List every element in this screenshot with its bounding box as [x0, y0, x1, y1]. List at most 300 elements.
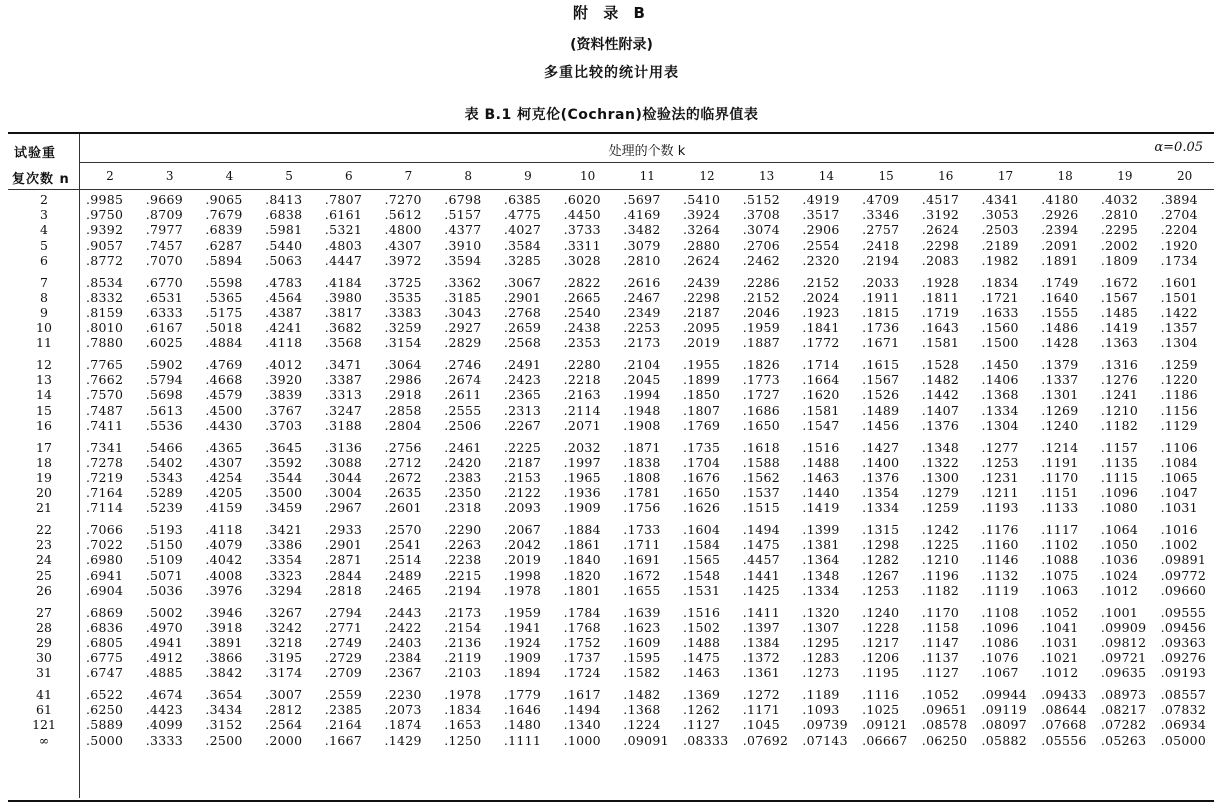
- table-cell: .1117: [1041, 522, 1079, 537]
- table-cell: .09193: [1160, 665, 1207, 681]
- table-cell: .1784: [563, 604, 601, 620]
- table-cell: .2194: [444, 582, 482, 598]
- table-cell: .1894: [503, 665, 542, 681]
- table-cell: .1231: [981, 469, 1019, 485]
- table-cell: .7487: [86, 402, 124, 418]
- table-cell: .2313: [503, 402, 542, 418]
- table-cell: .1671: [862, 335, 900, 351]
- table-cell: .1655: [623, 582, 661, 598]
- table-cell: .1031: [1160, 500, 1198, 516]
- table-cell: .3910: [444, 237, 482, 253]
- table-cell: .4450: [563, 207, 601, 223]
- table-cell: .1241: [1100, 387, 1139, 403]
- table-cell: .1211: [981, 485, 1019, 501]
- k-header-cell: 8: [464, 169, 472, 183]
- table-cell: .6775: [86, 650, 124, 666]
- table-cell: .1282: [862, 552, 900, 568]
- table-cell: .1871: [623, 439, 661, 455]
- table-cell: .7341: [86, 439, 124, 455]
- table-cell: .1807: [683, 402, 721, 418]
- table-cell: .2794: [324, 604, 363, 620]
- table-cell: .1601: [1160, 274, 1198, 290]
- table-cell: .7807: [324, 192, 363, 207]
- table-cell: .09456: [1160, 619, 1207, 635]
- table-cell: .3333: [145, 732, 183, 748]
- table-cell: .05263: [1100, 732, 1147, 748]
- table-cell: .4500: [205, 402, 243, 418]
- table-cell: .3386: [265, 537, 303, 553]
- table-cell: .5981: [265, 222, 303, 238]
- table-cell: .4241: [265, 320, 303, 336]
- table-cell: .2263: [444, 537, 482, 553]
- k-header-cell: 19: [1117, 169, 1133, 183]
- table-cell: .1191: [1041, 454, 1079, 470]
- k-header-cell: 16: [938, 169, 954, 183]
- table-cell: .2024: [802, 289, 840, 305]
- table-cell: .3535: [384, 289, 422, 305]
- table-cell: .5894: [205, 252, 243, 268]
- table-cell: .1411: [742, 604, 780, 620]
- row-n-label: 30: [36, 650, 52, 666]
- table-cell: .5365: [205, 289, 243, 305]
- table-cell: .1189: [802, 687, 840, 702]
- table-cell: .6522: [86, 687, 124, 702]
- table-cell: .7880: [86, 335, 124, 351]
- table-cell: .3891: [205, 634, 243, 650]
- table-cell: .2136: [444, 634, 482, 650]
- table-cell: .5071: [145, 567, 183, 583]
- table-cell: .2045: [623, 372, 661, 388]
- table-cell: .3043: [444, 304, 482, 320]
- row-n-label: 28: [36, 619, 52, 635]
- table-cell: .4564: [265, 289, 303, 305]
- table-cell: .4423: [145, 702, 183, 718]
- table-cell: .2033: [862, 274, 900, 290]
- table-cell: .3920: [265, 372, 303, 388]
- table-cell: .1475: [742, 537, 780, 553]
- table-cell: .2286: [742, 274, 780, 290]
- table-cell: .8413: [265, 192, 303, 207]
- table-cell: .1721: [981, 289, 1019, 305]
- row-n-label: 20: [36, 485, 52, 501]
- table-cell: .4159: [205, 500, 243, 516]
- table-cell: .2540: [563, 304, 601, 320]
- k-header-cell: 11: [639, 169, 655, 183]
- table-cell: .2461: [444, 439, 482, 455]
- table-cell: .5175: [205, 304, 243, 320]
- table-cell: .09121: [862, 717, 908, 733]
- table-cell: .1809: [1100, 252, 1139, 268]
- table-cell: .1735: [683, 439, 721, 455]
- table-cell: .1340: [563, 717, 601, 733]
- table-cell: .1132: [981, 567, 1019, 583]
- table-cell: .1714: [802, 357, 840, 372]
- table-cell: .1259: [921, 500, 960, 516]
- table-cell: .1604: [683, 522, 721, 537]
- table-cell: .1146: [981, 552, 1019, 568]
- table-cell: .2554: [802, 237, 840, 253]
- table-cell: .2624: [683, 252, 721, 268]
- table-cell: .1322: [921, 454, 960, 470]
- table-cell: .1997: [563, 454, 601, 470]
- table-cell: .1182: [1100, 417, 1139, 433]
- table-cell: .09812: [1100, 634, 1147, 650]
- table-cell: .2225: [503, 439, 542, 455]
- table-cell: .2709: [324, 665, 363, 681]
- table-cell: .1488: [802, 454, 840, 470]
- table-cell: .6836: [86, 619, 124, 635]
- table-cell: .2114: [563, 402, 601, 418]
- table-cell: .5343: [145, 469, 183, 485]
- table-cell: .4447: [324, 252, 363, 268]
- table-cell: .3654: [205, 687, 243, 702]
- table-cell: .2465: [384, 582, 422, 598]
- table-cell: .4341: [981, 192, 1019, 207]
- row-n-label: 15: [36, 402, 52, 418]
- table-title: 表 B.1 柯克伦(Cochran)检验法的临界值表: [464, 107, 759, 123]
- table-cell: .7278: [86, 454, 124, 470]
- table-cell: .6941: [86, 567, 124, 583]
- table-cell: .6770: [145, 274, 183, 290]
- row-n-label: 23: [36, 537, 52, 553]
- table-cell: .2611: [444, 387, 482, 403]
- table-cell: .4079: [205, 537, 243, 553]
- table-cell: .2298: [921, 237, 960, 253]
- table-cell: .2189: [981, 237, 1019, 253]
- table-cell: .2659: [503, 320, 542, 336]
- table-cell: .1428: [1041, 335, 1079, 351]
- table-cell: .1021: [1041, 650, 1079, 666]
- table-cell: .6747: [86, 665, 124, 681]
- table-cell: .2489: [384, 567, 422, 583]
- table-cell: .2154: [444, 619, 482, 635]
- table-cell: .1106: [1160, 439, 1198, 455]
- table-cell: .1269: [1041, 402, 1079, 418]
- row-n-label: 31: [36, 665, 52, 681]
- table-cell: .2918: [384, 387, 422, 403]
- table-cell: .3067: [503, 274, 542, 290]
- table-cell: .3188: [324, 417, 363, 433]
- table-cell: .09891: [1160, 552, 1207, 568]
- table-cell: .1801: [563, 582, 601, 598]
- table-cell: .6839: [205, 222, 243, 238]
- table-cell: .2756: [384, 439, 422, 455]
- table-cell: .7070: [145, 252, 183, 268]
- table-cell: .1516: [802, 439, 840, 455]
- k-header-cell: 7: [404, 169, 413, 183]
- table-cell: .1948: [623, 402, 661, 418]
- table-cell: .2153: [503, 469, 542, 485]
- table-cell: .4885: [145, 665, 183, 681]
- k-header-cell: 5: [285, 169, 293, 183]
- table-cell: .8010: [86, 320, 124, 336]
- table-cell: .1012: [1100, 582, 1139, 598]
- table-cell: .09909: [1100, 619, 1147, 635]
- table-cell: .1850: [683, 387, 721, 403]
- table-cell: .1609: [623, 634, 661, 650]
- table-cell: .1052: [1041, 604, 1079, 620]
- table-cell: .2829: [444, 335, 482, 351]
- table-cell: .2215: [444, 567, 482, 583]
- table-cell: .6385: [503, 192, 542, 207]
- table-cell: .1485: [1100, 304, 1139, 320]
- table-cell: .4430: [205, 417, 243, 433]
- table-cell: .1475: [683, 650, 721, 666]
- table-cell: .2768: [503, 304, 542, 320]
- table-cell: .1555: [1041, 304, 1079, 320]
- row-n-label: 12: [36, 357, 52, 372]
- table-cell: .1193: [981, 500, 1019, 516]
- table-cell: .3594: [444, 252, 482, 268]
- table-cell: .2503: [981, 222, 1019, 238]
- table-cell: .2122: [503, 485, 542, 501]
- table-cell: .1001: [1100, 604, 1139, 620]
- table-cell: .2173: [623, 335, 661, 351]
- table-cell: .1667: [324, 732, 363, 748]
- table-cell: .2238: [444, 552, 482, 568]
- table-cell: .2541: [384, 537, 422, 553]
- table-cell: .1581: [802, 402, 840, 418]
- table-cell: .1528: [921, 357, 960, 372]
- table-cell: .3218: [265, 634, 303, 650]
- table-cell: .4254: [205, 469, 243, 485]
- table-cell: .5466: [145, 439, 183, 455]
- table-cell: .2418: [862, 237, 900, 253]
- table-cell: .3313: [324, 387, 363, 403]
- table-cell: .2568: [503, 335, 542, 351]
- table-cell: .09555: [1160, 604, 1207, 620]
- table-cell: .8772: [86, 252, 124, 268]
- table-cell: .2674: [444, 372, 482, 388]
- table-cell: .2871: [324, 552, 363, 568]
- table-cell: .09944: [981, 687, 1028, 702]
- table-cell: .3894: [1160, 192, 1198, 207]
- table-cell: .2218: [563, 372, 601, 388]
- table-cell: .3074: [742, 222, 780, 238]
- table-cell: .1116: [862, 687, 900, 702]
- appendix-nature: (资料性附录): [570, 37, 653, 53]
- table-cell: .1067: [981, 665, 1019, 681]
- table-cell: .1384: [742, 634, 780, 650]
- table-cell: .4042: [205, 552, 243, 568]
- table-cell: .4775: [503, 207, 542, 223]
- table-cell: .2559: [324, 687, 363, 702]
- table-cell: .1494: [742, 522, 780, 537]
- table-cell: .1581: [921, 335, 960, 351]
- row-n-label: 24: [36, 552, 52, 568]
- table-cell: .3568: [324, 335, 363, 351]
- table-cell: .1147: [921, 634, 960, 650]
- table-cell: .1548: [683, 567, 721, 583]
- table-cell: .1672: [1100, 274, 1139, 290]
- table-cell: .1887: [742, 335, 780, 351]
- row-n-label: 14: [36, 387, 52, 403]
- table-cell: .1196: [921, 567, 960, 583]
- table-cell: .3703: [265, 417, 303, 433]
- table-cell: .05556: [1041, 732, 1087, 748]
- table-cell: .3247: [324, 402, 363, 418]
- table-cell: .1273: [802, 665, 840, 681]
- table-cell: .1002: [1160, 537, 1198, 553]
- table-cell: .3192: [921, 207, 960, 223]
- table-cell: .6333: [145, 304, 183, 320]
- table-cell: .1253: [981, 454, 1019, 470]
- table-cell: .1978: [444, 687, 482, 702]
- table-cell: .1304: [1160, 335, 1198, 351]
- table-cell: .7457: [145, 237, 183, 253]
- table-cell: .1500: [981, 335, 1019, 351]
- table-cell: .1127: [921, 665, 960, 681]
- table-cell: .1052: [921, 687, 960, 702]
- table-cell: .3592: [265, 454, 303, 470]
- table-cell: .1808: [623, 469, 661, 485]
- row-n-label: 19: [36, 469, 52, 485]
- table-cell: .4307: [384, 237, 422, 253]
- table-cell: .09119: [981, 702, 1028, 718]
- row-n-label: 4: [40, 222, 48, 238]
- table-cell: .1156: [1160, 402, 1198, 418]
- appendix-heading: 附 录 B: [573, 4, 650, 22]
- table-cell: .3584: [503, 237, 542, 253]
- table-cell: .06667: [862, 732, 908, 748]
- row-n-label: 10: [36, 320, 52, 336]
- table-cell: .5193: [145, 522, 183, 537]
- table-cell: .4674: [145, 687, 183, 702]
- table-cell: .2443: [384, 604, 422, 620]
- table-cell: .1941: [503, 619, 542, 635]
- table-cell: .1874: [384, 717, 422, 733]
- table-cell: .1000: [563, 732, 601, 748]
- table-cell: .2295: [1100, 222, 1139, 238]
- table-cell: .08557: [1160, 687, 1207, 702]
- table-cell: .1923: [802, 304, 840, 320]
- corner-label-top: 试验重: [14, 146, 57, 161]
- table-cell: .2032: [563, 439, 601, 455]
- k-header-cell: 10: [579, 169, 596, 183]
- table-cell: .2083: [921, 252, 960, 268]
- table-cell: .1756: [623, 500, 661, 516]
- cochran-table: [8, 132, 1214, 802]
- table-cell: .2757: [862, 222, 900, 238]
- table-cell: .1267: [862, 567, 900, 583]
- table-cell: .5613: [145, 402, 183, 418]
- table-cell: .1024: [1100, 567, 1139, 583]
- table-cell: .1397: [742, 619, 780, 635]
- table-cell: .2230: [384, 687, 422, 702]
- table-cell: .1376: [921, 417, 960, 433]
- table-cell: .1623: [623, 619, 661, 635]
- table-cell: .2318: [444, 500, 482, 516]
- table-cell: .1567: [1100, 289, 1139, 305]
- table-cell: .09660: [1160, 582, 1207, 598]
- header-rule-main: [8, 189, 1214, 190]
- table-cell: .7114: [86, 500, 124, 516]
- table-cell: .1676: [683, 469, 721, 485]
- table-cell: .1515: [742, 500, 780, 516]
- table-cell: .3185: [444, 289, 482, 305]
- table-cell: .1429: [384, 732, 422, 748]
- table-cell: .3517: [802, 207, 840, 223]
- table-cell: .6904: [86, 582, 124, 598]
- table-cell: .1108: [981, 604, 1019, 620]
- table-cell: .1250: [444, 732, 482, 748]
- table-cell: .2514: [384, 552, 422, 568]
- table-cell: .1463: [683, 665, 721, 681]
- table-cell: .2152: [802, 274, 840, 290]
- table-cell: .2367: [384, 665, 422, 681]
- table-cell: .1537: [742, 485, 780, 501]
- table-cell: .1025: [862, 702, 900, 718]
- table-cell: .1096: [981, 619, 1019, 635]
- k-header-cell: 17: [997, 169, 1014, 183]
- table-cell: .6805: [86, 634, 124, 650]
- table-cell: .4118: [205, 522, 243, 537]
- table-cell: .3079: [623, 237, 661, 253]
- table-cell: .7570: [86, 387, 124, 403]
- table-cell: .2002: [1100, 237, 1139, 253]
- table-cell: .1427: [862, 439, 900, 455]
- table-cell: .3152: [205, 717, 243, 733]
- table-cell: .6287: [205, 237, 243, 253]
- table-cell: .2506: [444, 417, 482, 433]
- table-cell: .1129: [1160, 417, 1198, 433]
- table-cell: .1734: [1160, 252, 1198, 268]
- table-cell: .1768: [563, 619, 601, 635]
- table-cell: .4769: [205, 357, 243, 372]
- table-cell: .2104: [623, 357, 661, 372]
- table-cell: .1088: [1041, 552, 1079, 568]
- table-cell: .1016: [1160, 522, 1198, 537]
- table-cell: .6167: [145, 320, 183, 336]
- table-cell: .2564: [265, 717, 303, 733]
- table-cell: .2152: [742, 289, 780, 305]
- table-cell: .2091: [1041, 237, 1079, 253]
- table-cell: .1240: [862, 604, 900, 620]
- table-cell: .5018: [205, 320, 243, 336]
- table-cell: .2926: [1041, 207, 1079, 223]
- table-cell: .3004: [324, 485, 363, 501]
- k-header-cell: 12: [699, 169, 715, 183]
- row-n-label: ∞: [38, 732, 50, 748]
- table-cell: .1419: [802, 500, 840, 516]
- table-cell: .9065: [205, 192, 243, 207]
- table-cell: .2019: [683, 335, 721, 351]
- table-cell: .2163: [563, 387, 601, 403]
- table-cell: .1334: [802, 582, 840, 598]
- table-cell: .9750: [86, 207, 124, 223]
- table-cell: .1214: [1041, 439, 1079, 455]
- table-cell: .1096: [1100, 485, 1139, 501]
- table-cell: .3354: [265, 552, 303, 568]
- table-cell: .4884: [205, 335, 243, 351]
- table-cell: .2164: [324, 717, 363, 733]
- table-cell: .1376: [862, 469, 900, 485]
- table-cell: .2491: [503, 357, 542, 372]
- table-cell: .1595: [623, 650, 661, 666]
- table-cell: .4180: [1041, 192, 1079, 207]
- table-cell: .2187: [683, 304, 721, 320]
- table-cell: .2019: [503, 552, 542, 568]
- k-header-cell: 2: [106, 169, 114, 183]
- table-cell: .1626: [683, 500, 721, 516]
- table-cell: .1650: [683, 485, 721, 501]
- table-cell: .1547: [802, 417, 840, 433]
- table-cell: .1781: [623, 485, 661, 501]
- table-cell: .3946: [205, 604, 243, 620]
- row-n-label: 16: [36, 417, 52, 433]
- table-cell: .06934: [1160, 717, 1207, 733]
- table-cell: .3767: [265, 402, 303, 418]
